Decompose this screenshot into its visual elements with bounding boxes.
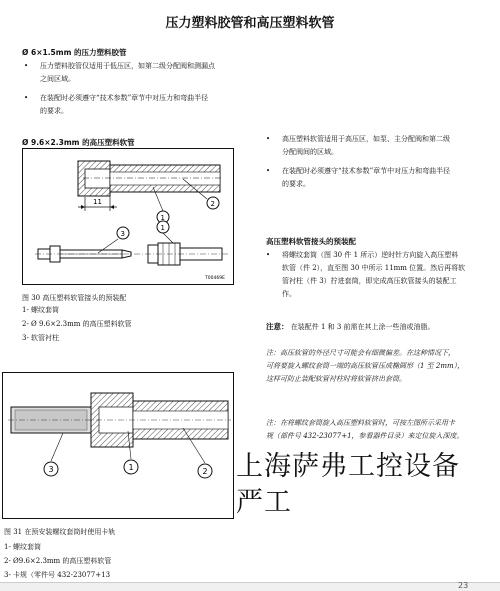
bullet-dot-icon: • xyxy=(266,135,271,143)
figure-31-drawing xyxy=(3,373,233,518)
note-text: 在装配件 1 和 3 前需在其上涂一些油或油脂。 xyxy=(290,323,435,331)
figure-31 xyxy=(2,372,234,519)
bullet-pressure-1: • 压力塑料胶管仅适用于低压区，如第二级分配阀和测漏点 之间区域。 xyxy=(24,62,215,83)
callout-1: 1 xyxy=(160,214,165,222)
figure-30 xyxy=(22,148,234,285)
bullet-pressure-2: • 在装配时必须遵守“技术参数”章节中对压力和弯曲半径 的要求。 xyxy=(24,94,209,115)
figure-31-caption: 图 31 在预安装螺纹套筒时使用卡轨 xyxy=(4,528,116,536)
bullet-dot-icon: • xyxy=(24,62,29,70)
figure-30-caption: 图 30 高压塑料软管接头的预装配 xyxy=(22,294,127,302)
info-note-1: 注：高压软管的外径尺寸可能会有细微偏差。在这种情况下， 可将要旋入螺纹套筒一端的高压软管压成椭圆形（1 至 2mm）， 这样可防止装配软管衬柱时将软管挤出套筒。 xyxy=(266,349,465,383)
callout-1b: 1 xyxy=(160,224,165,232)
figure-31-legend-3: 3- 卡规（零件号 432-23077+13 xyxy=(4,571,111,579)
page-number: 23 xyxy=(458,581,469,590)
figure-30-legend-2: 2- Ø 9.6×2.3mm 的高压塑料软管 xyxy=(22,320,132,328)
callout-3: 3 xyxy=(48,465,54,474)
section-heading-hp-hose: Ø 9.6×2.3mm 的高压塑料软管 xyxy=(22,138,135,147)
bullet-hp-2: • 在装配时必须遵守“技术参数”章节中对压力和弯曲半径 的要求。 xyxy=(266,167,451,188)
watermark-line-2: 严工 xyxy=(236,487,292,518)
bullet-hp-1: • 高压塑料软管适用于高压区，如泵、主分配阀和第二级 分配阀间的区域。 xyxy=(266,135,450,156)
bullet-dot-icon: • xyxy=(24,94,29,102)
figure-30-drawing xyxy=(23,149,233,284)
section-heading-pressure-hose: Ø 6×1.5mm 的压力塑料胶管 xyxy=(22,48,127,57)
bullet-dot-icon: • xyxy=(266,251,271,259)
figure-31-legend-1: 1- 螺纹套筒 xyxy=(4,543,42,551)
callout-1: 1 xyxy=(128,463,134,472)
figure-30-legend-3: 3- 软管衬柱 xyxy=(22,334,60,342)
section-heading-prep: 高压塑料软管接头的预装配 xyxy=(266,237,356,246)
watermark-line-1: 上海萨弗工控设备 xyxy=(236,451,460,482)
figure-30-legend-1: 1- 螺纹套筒 xyxy=(22,306,60,314)
note-block xyxy=(266,320,435,334)
page-title: 压力塑料胶管和高压塑料软管 xyxy=(165,16,335,31)
note-label: 注意： xyxy=(266,322,289,331)
callout-2: 2 xyxy=(210,200,215,208)
callout-2: 2 xyxy=(202,467,208,476)
bullet-dot-icon: • xyxy=(266,167,271,175)
bullet-prep: • 将螺纹套筒（图 30 件 1 所示）逆时针方向旋入高压塑料 软管（件 2），直至图 30 中所示 11mm 位置。然后再将软 管衬柱（件 3）拧进套筒，即完成高压软管接头的装配工 作。 xyxy=(266,251,466,298)
figure-30-dim-label: 11 xyxy=(93,198,102,206)
figure-31-legend-2: 2- Ø9.6×2.3mm 的高压塑料软管 xyxy=(4,557,112,565)
callout-3: 3 xyxy=(120,230,125,238)
info-note-2: 注：在将螺纹套筒旋入高压塑料软管时，可按左图所示采用卡 规（部件号 432-23077+1，参看器件目录）来定位旋入深度。 xyxy=(266,419,464,440)
figure-30-code: T00469E xyxy=(205,276,225,281)
